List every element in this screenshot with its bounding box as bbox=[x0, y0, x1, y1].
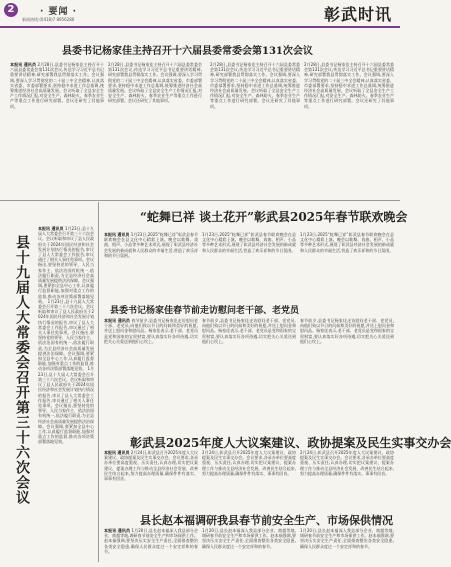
article-1-col-4 bbox=[304, 62, 394, 202]
masthead-logo: 彰武时讯 bbox=[323, 5, 392, 24]
article-1-col-3 bbox=[210, 62, 300, 202]
article-1-body-cont-3: 2月28日,县委书记杨家佳主持召开十六届县委常委会第131次会议,传达学习习近平总书记重要讲话精神,研究部署我县贯彻落实工作。会议强调,要深入学习贯彻党的二十届三中全会精神,认真落实省委、市委部署要求,坚持稳中求进工作总基调,统筹推进经济社会高质量发展。会议听取了全县安全生产工作情况汇报,对安全生产、森林防火、春季农业生产等重点工作进行研究部署。会议还研究了其他事项。 bbox=[304, 62, 394, 109]
article-1-body-cont: 2月28日,县委书记杨家佳主持召开十六届县委常委会第131次会议,传达学习习近平总书记重要讲话精神,研究部署我县贯彻落实工作。会议强调,要深入学习贯彻党的二十届三中全会精神,认真落实省委、市委部署要求,坚持稳中求进工作总基调,统筹推进经济社会高质量发展。会议听取了全县安全生产工作情况汇报,对安全生产、森林防火、春季农业生产等重点工作进行研究部署。会议还研究了其他事项。 bbox=[108, 62, 202, 104]
side-column-rule bbox=[98, 202, 99, 562]
article-4-col-1: 本报讯 通讯员 2月24日,彰武县召开2025年度人大议案建议、政协提案及民生实事交办会。会议要求,各承办单位要高度重视、压实责任,认真办理,切实把议案建议、提案办理工作与推动全县经济社会发展、改善民生结合起来,努力提高办理质量,确保件件有落实、事事有回音。 bbox=[104, 450, 198, 482]
article-5-body: 1月20日,县长赵本福深入我县部分企业、商超等地,调研春节前安全生产和市场保供工作。赵本福强调,要坚决压实安全生产责任,全面排查整治各类安全隐患,确保人民群众度过一个安定祥和的春节。 bbox=[104, 528, 198, 554]
article-1-body-cont-2: 2月28日,县委书记杨家佳主持召开十六届县委常委会第131次会议,传达学习习近平总书记重要讲话精神,研究部署我县贯彻落实工作。会议强调,要深入学习贯彻党的二十届三中全会精神,认真落实省委、市委部署要求,坚持稳中求进工作总基调,统筹推进经济社会高质量发展。会议听取了全县安全生产工作情况汇报,对安全生产、森林防火、春季农业生产等重点工作进行研究部署。会议还研究了其他事项。 bbox=[210, 62, 300, 109]
article-5-col-1: 本报讯 通讯员 1月20日,县长赵本福深入我县部分企业、商超等地,调研春节前安全生产和市场保供工作。赵本福强调,要坚决压实安全生产责任,全面排查整治各类安全隐患,确保人民群众度过一个安定祥和的春节。 bbox=[104, 528, 198, 554]
article-5-col-3: 1月20日,县长赵本福深入我县部分企业、商超等地,调研春节前安全生产和市场保供工作。赵本福强调,要坚决压实安全生产责任,全面排查整治各类安全隐患,确保人民群众度过一个安定祥和的春节。 bbox=[300, 528, 394, 549]
side-article-vertical-title: 县十九届人大常委会召开第三十六次会议 bbox=[14, 235, 30, 505]
article-2-col-1: 本报讯 通讯员 1月23日,2025“蛇舞已祥”彰武县春节联欢晚会在县文化中心精彩上演。晚会以歌舞、戏曲、相声、小品等多种艺术形式,展现了彰武县经济社会发展的新成就和人民群众的幸福生活,营造了欢乐祥和的节日氛围。 bbox=[104, 232, 198, 258]
article-2-headline: “蛇舞已祥 谈土花开”彰武县2025年春节联欢晚会 bbox=[140, 210, 408, 224]
article-4-col-3: 2月24日,彰武县召开2025年度人大议案建议、政协提案及民生实事交办会。会议要求,各承办单位要高度重视、压实责任,认真办理,切实把议案建议、提案办理工作与推动全县经济社会发展、改善民生结合起来,努力提高办理质量,确保件件有落实、事事有回音。 bbox=[300, 450, 394, 476]
section-title: · 要闻 · bbox=[40, 7, 78, 17]
hotline-text: 新闻热线:(0418)7 8956286 bbox=[22, 17, 75, 22]
article-3-body: 春节前夕,县委书记杨家佳走访慰问老干部、老党员,向他们致以节日的问候和美好的祝愿,并送上慰问金和慰问品。杨家佳表示,老干部、老党员是党和国家的宝贵财富,要认真落实好各项待遇,切实把关心关爱送到他们心坎上。 bbox=[104, 318, 198, 344]
article-4-body: 2月24日,彰武县召开2025年度人大议案建议、政协提案及民生实事交办会。会议要求,各承办单位要高度重视、压实责任,认真办理,切实把议案建议、提案办理工作与推动全县经济社会发展、改善民生结合起来,努力提高办理质量,确保件件有落实、事事有回音。 bbox=[104, 450, 198, 482]
page-number-badge: 2 bbox=[4, 3, 18, 17]
side-article-byline: 本报讯 通讯员 bbox=[38, 226, 64, 231]
article-1-headline: 县委书记杨家佳主持召开十六届县委常委会第131次会议 bbox=[62, 46, 313, 57]
article-1-byline: 本报讯 通讯员 bbox=[10, 62, 37, 67]
article-2-col-3: 1月23日,2025“蛇舞已祥”彰武县春节联欢晚会在县文化中心精彩上演。晚会以歌舞、戏曲、相声、小品等多种艺术形式,展现了彰武县经济社会发展的新成就和人民群众的幸福生活,营造了欢乐祥和的节日氛围。 bbox=[300, 232, 394, 253]
article-5-headline: 县长赵本福调研我县春节前安全生产、市场保供情况 bbox=[140, 514, 393, 527]
article-2-col-2: 1月23日,2025“蛇舞已祥”彰武县春节联欢晚会在县文化中心精彩上演。晚会以歌舞、戏曲、相声、小品等多种艺术形式,展现了彰武县经济社会发展的新成就和人民群众的幸福生活,营造了欢乐祥和的节日氛围。 bbox=[202, 232, 296, 253]
article-3-col-1: 本报讯 通讯员 春节前夕,县委书记杨家佳走访慰问老干部、老党员,向他们致以节日的问候和美好的祝愿,并送上慰问金和慰问品。杨家佳表示,老干部、老党员是党和国家的宝贵财富,要认真落实好各项待遇,切实把关心关爱送到他们心坎上。 bbox=[104, 318, 198, 344]
article-1-col-2 bbox=[108, 62, 202, 202]
article-1-col-1 bbox=[10, 62, 104, 202]
section-divider bbox=[0, 200, 400, 201]
page-header bbox=[0, 0, 400, 28]
article-3-headline: 县委书记杨家佳春节前走访慰问老干部、老党员 bbox=[110, 306, 300, 316]
article-5-col-2: 1月20日,县长赵本福深入我县部分企业、商超等地,调研春节前安全生产和市场保供工作。赵本福强调,要坚决压实安全生产责任,全面排查整治各类安全隐患,确保人民群众度过一个安定祥和的春节。 bbox=[202, 528, 296, 549]
side-article-body: 本报讯 通讯员 1月23日,县十九届人大常委会召开第三十六次会议。会议听取和审议了县人民政府关于2024年国民经济和社会发展计划执行情况的报告,审议了县人大常委会工作报告,审议通过了相关人事任免事项。会议指出,要坚持党的领导、人民当家作主、依法治国有机统一,依法履行职责,为全县经济社会高质量发展提供法治保障。会议强调,要紧扣全县中心工作,认真履行监督职能,加强对重点工作的监督,推动各项决策部署落地见效。 1月23日,县十九届人大常委会召开第三十六次会议。会议听取和审议了县人民政府关于2024年国民经济和社会发展计划执行情况的报告,审议了县人大常委会工作报告,审议通过了相关人事任免事项。会议指出,要坚持党的领导、人民当家作主、依法治国有机统一,依法履行职责,为全县经济社会高质量发展提供法治保障。会议强调,要紧扣全县中心工作,认真履行监督职能,加强对重点工作的监督,推动各项决策部署落地见效。 1月23日,县十九届人大常委会召开第三十六次会议。会议听取和审议了县人民政府关于2024年国民经济和社会发展计划执行情况的报告,审议了县人大常委会工作报告,审议通过了相关人事任免事项。会议指出,要坚持党的领导、人民当家作主、依法治国有机统一,依法履行职责,为全县经济社会高质量发展提供法治保障。会议强调,要紧扣全县中心工作,认真履行监督职能,加强对重点工作的监督,推动各项决策部署落地见效。 bbox=[38, 226, 95, 445]
article-3-col-3: 春节前夕,县委书记杨家佳走访慰问老干部、老党员,向他们致以节日的问候和美好的祝愿,并送上慰问金和慰问品。杨家佳表示,老干部、老党员是党和国家的宝贵财富,要认真落实好各项待遇,切实把关心关爱送到他们心坎上。 bbox=[300, 318, 394, 344]
header-rule bbox=[0, 26, 400, 28]
article-4-col-2: 2月24日,彰武县召开2025年度人大议案建议、政协提案及民生实事交办会。会议要求,各承办单位要高度重视、压实责任,认真办理,切实把议案建议、提案办理工作与推动全县经济社会发展、改善民生结合起来,努力提高办理质量,确保件件有落实、事事有回音。 bbox=[202, 450, 296, 476]
article-1-body: 2月28日,县委书记杨家佳主持召开十六届县委常委会第131次会议,传达学习习近平总书记重要讲话精神,研究部署我县贯彻落实工作。会议强调,要深入学习贯彻党的二十届三中全会精神,认真落实省委、市委部署要求,坚持稳中求进工作总基调,统筹推进经济社会高质量发展。会议听取了全县安全生产工作情况汇报,对安全生产、森林防火、春季农业生产等重点工作进行研究部署。会议还研究了其他事项。 bbox=[10, 62, 104, 109]
article-2-body: 1月23日,2025“蛇舞已祥”彰武县春节联欢晚会在县文化中心精彩上演。晚会以歌舞、戏曲、相声、小品等多种艺术形式,展现了彰武县经济社会发展的新成就和人民群众的幸福生活,营造了欢乐祥和的节日氛围。 bbox=[104, 232, 198, 258]
article-4-headline: 彰武县2025年度人大议案建议、政协提案及民生实事交办会 bbox=[130, 436, 451, 450]
article-3-col-2: 春节前夕,县委书记杨家佳走访慰问老干部、老党员,向他们致以节日的问候和美好的祝愿,并送上慰问金和慰问品。杨家佳表示,老干部、老党员是党和国家的宝贵财富,要认真落实好各项待遇,切实把关心关爱送到他们心坎上。 bbox=[202, 318, 296, 344]
